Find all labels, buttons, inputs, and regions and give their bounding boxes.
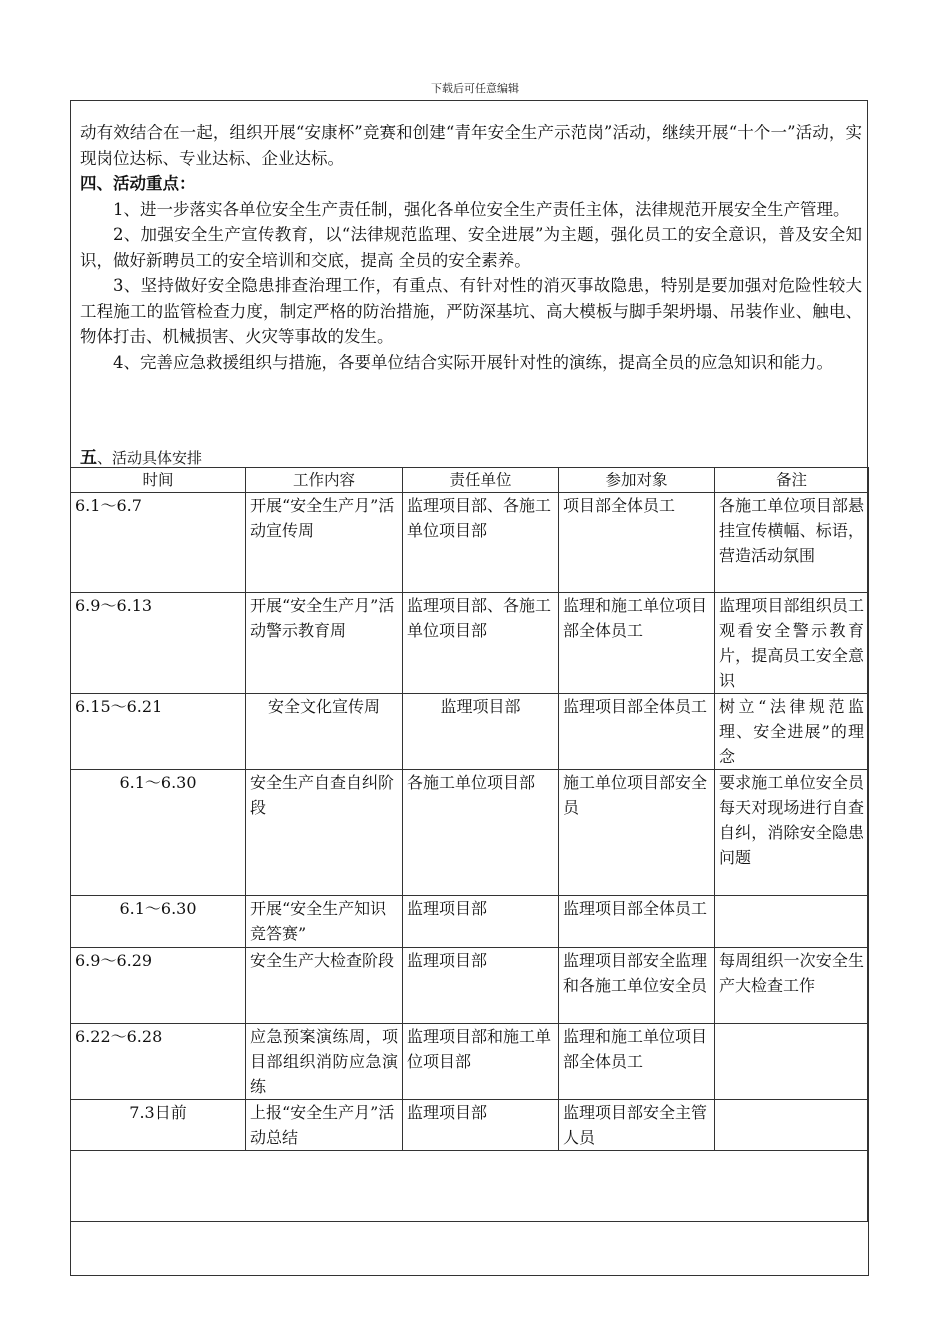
cell-time: 6.22～6.28 bbox=[71, 1024, 246, 1100]
cell-note: 监理项目部组织员工观看安全警示教育片，提高员工安全意识 bbox=[715, 593, 869, 694]
cell-target: 施工单位项目部安全员 bbox=[559, 770, 715, 896]
section5-title bbox=[80, 443, 202, 468]
cell-note: 每周组织一次安全生产大检查工作 bbox=[715, 948, 869, 1024]
cell-time: 6.1～6.30 bbox=[71, 770, 246, 896]
table-row bbox=[71, 896, 869, 948]
table-row bbox=[71, 593, 869, 694]
section5-prefix: 五 bbox=[80, 448, 97, 468]
cell-unit: 各施工单位项目部 bbox=[403, 770, 559, 896]
cell-target: 监理项目部安全监理和各施工单位安全员 bbox=[559, 948, 715, 1024]
cell-target: 项目部全体员工 bbox=[559, 493, 715, 593]
header-time: 时间 bbox=[71, 468, 246, 493]
section5-label: 、活动具体安排 bbox=[97, 449, 203, 467]
point-4: 4、完善应急救援组织与措施，各要单位结合实际开展针对性的演练，提高全员的应急知识和能力。 bbox=[113, 352, 833, 372]
header-note: 备注 bbox=[715, 468, 869, 493]
cell-content: 安全生产大检查阶段 bbox=[246, 948, 403, 1024]
table-empty-row bbox=[71, 1151, 869, 1276]
cell-content: 安全文化宣传周 bbox=[246, 694, 403, 770]
table-row bbox=[71, 493, 869, 593]
table-row bbox=[71, 1024, 869, 1100]
point-3: 3、坚持做好安全隐患排查治理工作，有重点、有针对性的消灭事故隐患，特别是要加强对危险性较大工程施工的监管检查力度，制定严格的防治措施，严防深基坑、高大模板与脚手架坍塌、吊装作业、触电、物体打击、机械损害、火灾等事故的发生。 bbox=[80, 276, 862, 346]
section4-title: 四、活动重点： bbox=[80, 174, 196, 193]
cell-target: 监理项目部全体员工 bbox=[559, 694, 715, 770]
schedule-table bbox=[70, 467, 869, 1276]
cell-content: 开展“安全生产知识竞答赛” bbox=[246, 896, 403, 948]
table-row bbox=[71, 694, 869, 770]
header-content: 工作内容 bbox=[246, 468, 403, 493]
cell-note bbox=[715, 1100, 869, 1151]
header-note: 下载后可任意编辑 bbox=[431, 82, 519, 95]
body-text bbox=[80, 120, 862, 375]
cell-unit: 监理项目部 bbox=[403, 948, 559, 1024]
table-row bbox=[71, 1100, 869, 1151]
cell-unit: 监理项目部、各施工单位项目部 bbox=[403, 493, 559, 593]
cell-unit: 监理项目部 bbox=[403, 694, 559, 770]
cell-content: 开展“安全生产月”活动警示教育周 bbox=[246, 593, 403, 694]
header-unit: 责任单位 bbox=[403, 468, 559, 493]
cell-target: 监理项目部安全主管人员 bbox=[559, 1100, 715, 1151]
point-2: 2、加强安全生产宣传教育，以“法律规范监理、安全进展”为主题，强化员工的安全意识，普及安全知识，做好新聘员工的安全培训和交底，提高 全员的安全素养。 bbox=[80, 225, 862, 270]
cell-unit: 监理项目部和施工单位项目部 bbox=[403, 1024, 559, 1100]
cell-time: 6.1～6.30 bbox=[71, 896, 246, 948]
header-target: 参加对象 bbox=[559, 468, 715, 493]
cell-note bbox=[715, 896, 869, 948]
cell-unit: 监理项目部 bbox=[403, 896, 559, 948]
cell-target: 监理和施工单位项目部全体员工 bbox=[559, 593, 715, 694]
cell-target: 监理和施工单位项目部全体员工 bbox=[559, 1024, 715, 1100]
cell-content: 应急预案演练周，项目部组织消防应急演练 bbox=[246, 1024, 403, 1100]
table-row bbox=[71, 770, 869, 896]
cell-content: 开展“安全生产月”活动宣传周 bbox=[246, 493, 403, 593]
cell-time: 6.1～6.7 bbox=[71, 493, 246, 593]
cell-time: 7.3日前 bbox=[71, 1100, 246, 1151]
cell-note bbox=[715, 1024, 869, 1100]
cell-time: 6.9～6.13 bbox=[71, 593, 246, 694]
table-header-row bbox=[71, 468, 869, 493]
table-row bbox=[71, 948, 869, 1024]
cell-unit: 监理项目部、各施工单位项目部 bbox=[403, 593, 559, 694]
cell-content: 上报“安全生产月”活动总结 bbox=[246, 1100, 403, 1151]
empty-cell bbox=[71, 1151, 869, 1276]
cell-time: 6.15～6.21 bbox=[71, 694, 246, 770]
cell-note: 要求施工单位安全员每天对现场进行自查自纠，消除安全隐患问题 bbox=[715, 770, 869, 896]
intro-continuation: 动有效结合在一起，组织开展“安康杯”竞赛和创建“青年安全生产示范岗”活动，继续开展“十个一”活动，实现岗位达标、专业达标、企业达标。 bbox=[80, 123, 862, 168]
cell-content: 安全生产自查自纠阶段 bbox=[246, 770, 403, 896]
cell-unit: 监理项目部 bbox=[403, 1100, 559, 1151]
cell-time: 6.9～6.29 bbox=[71, 948, 246, 1024]
point-1: 1、进一步落实各单位安全生产责任制，强化各单位安全生产责任主体，法律规范开展安全生产管理。 bbox=[113, 199, 850, 219]
cell-note: 各施工单位项目部悬挂宣传横幅、标语，营造活动氛围 bbox=[715, 493, 869, 593]
cell-note: 树立“法律规范监理、安全进展”的理念 bbox=[715, 694, 869, 770]
cell-target: 监理项目部全体员工 bbox=[559, 896, 715, 948]
